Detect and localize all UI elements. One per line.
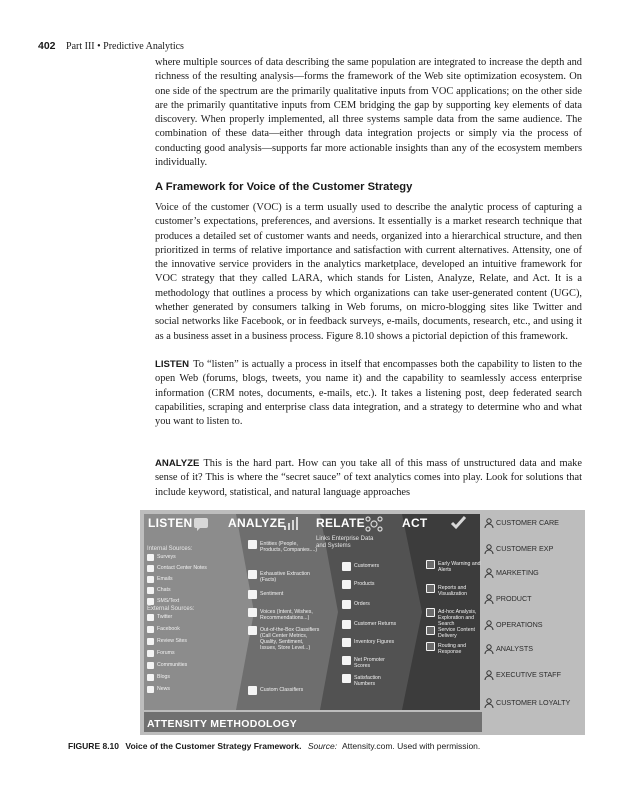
person-icon bbox=[484, 670, 494, 680]
analyze-item-icon bbox=[248, 626, 257, 635]
relate-item-icon bbox=[342, 562, 351, 571]
relate-item-label: Orders bbox=[354, 601, 370, 607]
relate-title: RELATE bbox=[316, 516, 365, 530]
internal-source-label: SMS/Text bbox=[157, 598, 180, 604]
person-icon bbox=[484, 544, 494, 554]
figure-caption bbox=[68, 741, 480, 751]
act-item-icon bbox=[426, 642, 435, 651]
act-item-label: Routing and Response bbox=[438, 643, 466, 655]
external-source-label: Facebook bbox=[157, 626, 180, 632]
act-item-icon bbox=[426, 626, 435, 635]
internal-source-icon bbox=[147, 554, 154, 561]
act-item-label: Early Warning and Alerts bbox=[438, 561, 481, 573]
outcome-label: EXECUTIVE STAFF bbox=[496, 670, 561, 679]
external-source-icon bbox=[147, 674, 154, 681]
act-item-icon bbox=[426, 608, 435, 617]
relate-item-icon bbox=[342, 620, 351, 629]
analyze-item-icon bbox=[248, 608, 257, 617]
internal-source-icon bbox=[147, 576, 154, 583]
act-item-icon bbox=[426, 560, 435, 569]
outcome-label: ANALYSTS bbox=[496, 644, 534, 653]
outcome-item bbox=[484, 620, 543, 630]
listen-runin: LISTEN bbox=[155, 359, 190, 370]
external-source-icon bbox=[147, 638, 154, 645]
analyze-runin: ANALYZE bbox=[155, 458, 200, 469]
relate-item-label: Net Promoter Scores bbox=[354, 657, 385, 669]
external-source-label: Forums bbox=[157, 650, 175, 656]
relate-item-icon bbox=[342, 600, 351, 609]
outcome-label: CUSTOMER CARE bbox=[496, 518, 559, 527]
paragraph-1 bbox=[155, 56, 582, 170]
relate-item-icon bbox=[342, 674, 351, 683]
act-item-icon bbox=[426, 584, 435, 593]
internal-source-icon bbox=[147, 565, 154, 572]
paragraph-1-text: where multiple sources of data describing the same population are integrated to increase the depth and richness of the resulting analysis—forms the framework of the Web site optimization ecosystem. On one side of the spectrum are the primarily qualitative inputs from VOC applications; on the other side are the primarily quantitative inputs from CEM bridging the gap by supporting key elements of data discovery. When properly implemented, all three systems sample data from the same audience. The combination of these data—either through data integration projects or simply via the process of conducting good analysis—supports far more actionable insights than any of the ecosystem members individually. bbox=[155, 57, 582, 169]
external-source-label: Twitter bbox=[157, 614, 173, 620]
lara-framework-figure bbox=[140, 510, 585, 735]
outcome-item bbox=[484, 594, 532, 604]
outcome-item bbox=[484, 568, 539, 578]
external-source-label: Blogs bbox=[157, 674, 170, 680]
outcome-item bbox=[484, 518, 559, 528]
listen-paragraph bbox=[155, 358, 582, 429]
page-number: 402 bbox=[38, 40, 56, 52]
analyze-item-label: Entities (People, Products, Companies....) bbox=[260, 541, 318, 553]
outcome-label: CUSTOMER LOYALTY bbox=[496, 698, 571, 707]
relate-item-label: Customer Returns bbox=[354, 621, 397, 627]
person-icon bbox=[484, 594, 494, 604]
relate-subtitle: Links Enterprise Data and Systems bbox=[316, 536, 374, 549]
caption-source: Attensity.com. Used with permission. bbox=[342, 741, 481, 751]
person-icon bbox=[484, 698, 494, 708]
internal-source-label: Emails bbox=[157, 576, 173, 582]
external-source-icon bbox=[147, 662, 154, 669]
act-item-label: Service Content Delivery bbox=[438, 627, 475, 639]
relate-item-icon bbox=[342, 656, 351, 665]
outcome-label: OPERATIONS bbox=[496, 620, 543, 629]
outcome-item bbox=[484, 670, 561, 680]
internal-source-label: Surveys bbox=[157, 554, 176, 560]
analyze-title: ANALYZE bbox=[228, 516, 286, 530]
person-icon bbox=[484, 518, 494, 528]
external-sources-label: External Sources: bbox=[147, 606, 195, 612]
analyze-item-icon bbox=[248, 540, 257, 549]
methodology-label: ATTENSITY METHODOLOGY bbox=[147, 718, 297, 730]
outcome-item bbox=[484, 544, 553, 554]
person-icon bbox=[484, 620, 494, 630]
act-item-label: Ad-hoc Analysis, Exploration and Search bbox=[438, 609, 477, 627]
caption-label: FIGURE 8.10 bbox=[68, 741, 120, 751]
external-source-icon bbox=[147, 650, 154, 657]
relate-item-icon bbox=[342, 580, 351, 589]
section-heading: A Framework for Voice of the Customer Strategy bbox=[155, 181, 413, 193]
outcome-label: MARKETING bbox=[496, 568, 539, 577]
act-title: ACT bbox=[402, 516, 428, 530]
analyze-item-label: Custom Classifiers bbox=[260, 687, 304, 693]
analyze-item-icon bbox=[248, 686, 257, 695]
analyze-item-icon bbox=[248, 570, 257, 579]
outcome-label: PRODUCT bbox=[496, 594, 532, 603]
paragraph-2 bbox=[155, 201, 582, 344]
external-source-label: Communities bbox=[157, 662, 188, 668]
analyze-item-label: Sentiment bbox=[260, 591, 284, 597]
caption-title: Voice of the Customer Strategy Framework. bbox=[125, 741, 302, 751]
analyze-item-label: Out-of-the-Box Classifiers (Call Center Metrics, Quality, Sentiment, Issues, Store Level...) bbox=[260, 627, 320, 651]
relate-item-label: Satisfaction Numbers bbox=[354, 675, 381, 687]
analyze-item-label: Voices (Intent, Wishes, Recommendations...) bbox=[260, 609, 313, 621]
analyze-paragraph bbox=[155, 457, 582, 500]
internal-source-label: Chats bbox=[157, 587, 171, 593]
person-icon bbox=[484, 568, 494, 578]
analyze-item-label: Exhaustive Extraction (Facts) bbox=[260, 571, 310, 583]
external-source-icon bbox=[147, 626, 154, 633]
caption-source-label: Source: bbox=[307, 741, 338, 751]
external-source-icon bbox=[147, 614, 154, 621]
relate-item-icon bbox=[342, 638, 351, 647]
internal-source-label: Contact Center Notes bbox=[157, 565, 207, 571]
relate-item-label: Customers bbox=[354, 563, 380, 569]
internal-source-icon bbox=[147, 587, 154, 594]
listen-text: To “listen” is actually a process in itself that encompasses both the capability to listen to the open Web (forums, blogs, tweets, you name it) and the capability to seamlessly access enterprise information (CRM notes, documents, e-mails, etc.). It takes a listening post, deep federated search capabilities, scraping and enterprise class data integration, and a strategy to determine who and what you want to listen to. bbox=[155, 359, 582, 428]
external-source-label: News bbox=[157, 686, 170, 692]
paragraph-2-text: Voice of the customer (VOC) is a term usually used to describe the analytic process of capturing a customer’s expectations, preferences, and aversions. It essentially is a market research technique that produces a detailed set of customer wants and needs, organized into a hierarchical structure, and then prioritized in terms of relative importance and satisfaction with current alternatives. Attensity, one of the innovative service providers in the analytics marketplace, developed an intuitive framework for VOC strategy that they called LARA, which stands for Listen, Analyze, Relate, and Act. It is a methodology that outlines a process by which organizations can take user-generated content (UGC), whether generated by consumers talking in Web forums, on micro-blogging sites like Twitter and social networks like Facebook, or in feedback surveys, e-mails, documents, research, etc., and using it as a business asset in a business process. Figure 8.10 shows a pictorial depiction of this framework. bbox=[155, 202, 582, 342]
section-title: Part III • Predictive Analytics bbox=[66, 41, 184, 52]
internal-sources-label: Internal Sources: bbox=[147, 546, 193, 552]
listen-title: LISTEN bbox=[148, 516, 193, 530]
analyze-item-icon bbox=[248, 590, 257, 599]
outcome-item bbox=[484, 698, 570, 708]
external-source-label: Review Sites bbox=[157, 638, 187, 644]
running-head bbox=[38, 40, 184, 52]
internal-source-icon bbox=[147, 598, 154, 605]
act-item-label: Reports and Visualization bbox=[438, 585, 468, 597]
relate-item-label: Inventory Figures bbox=[354, 639, 395, 645]
outcome-item bbox=[484, 644, 533, 654]
person-icon bbox=[484, 644, 494, 654]
external-source-icon bbox=[147, 686, 154, 693]
outcome-label: CUSTOMER EXP bbox=[496, 544, 554, 553]
analyze-text: This is the hard part. How can you take all of this mass of unstructured data and make sense of it? This is where the “secret sauce” of text analytics comes into play. Look for solutions that include keyword, statistical, and natural language approaches bbox=[155, 458, 582, 498]
relate-item-label: Products bbox=[354, 581, 375, 587]
